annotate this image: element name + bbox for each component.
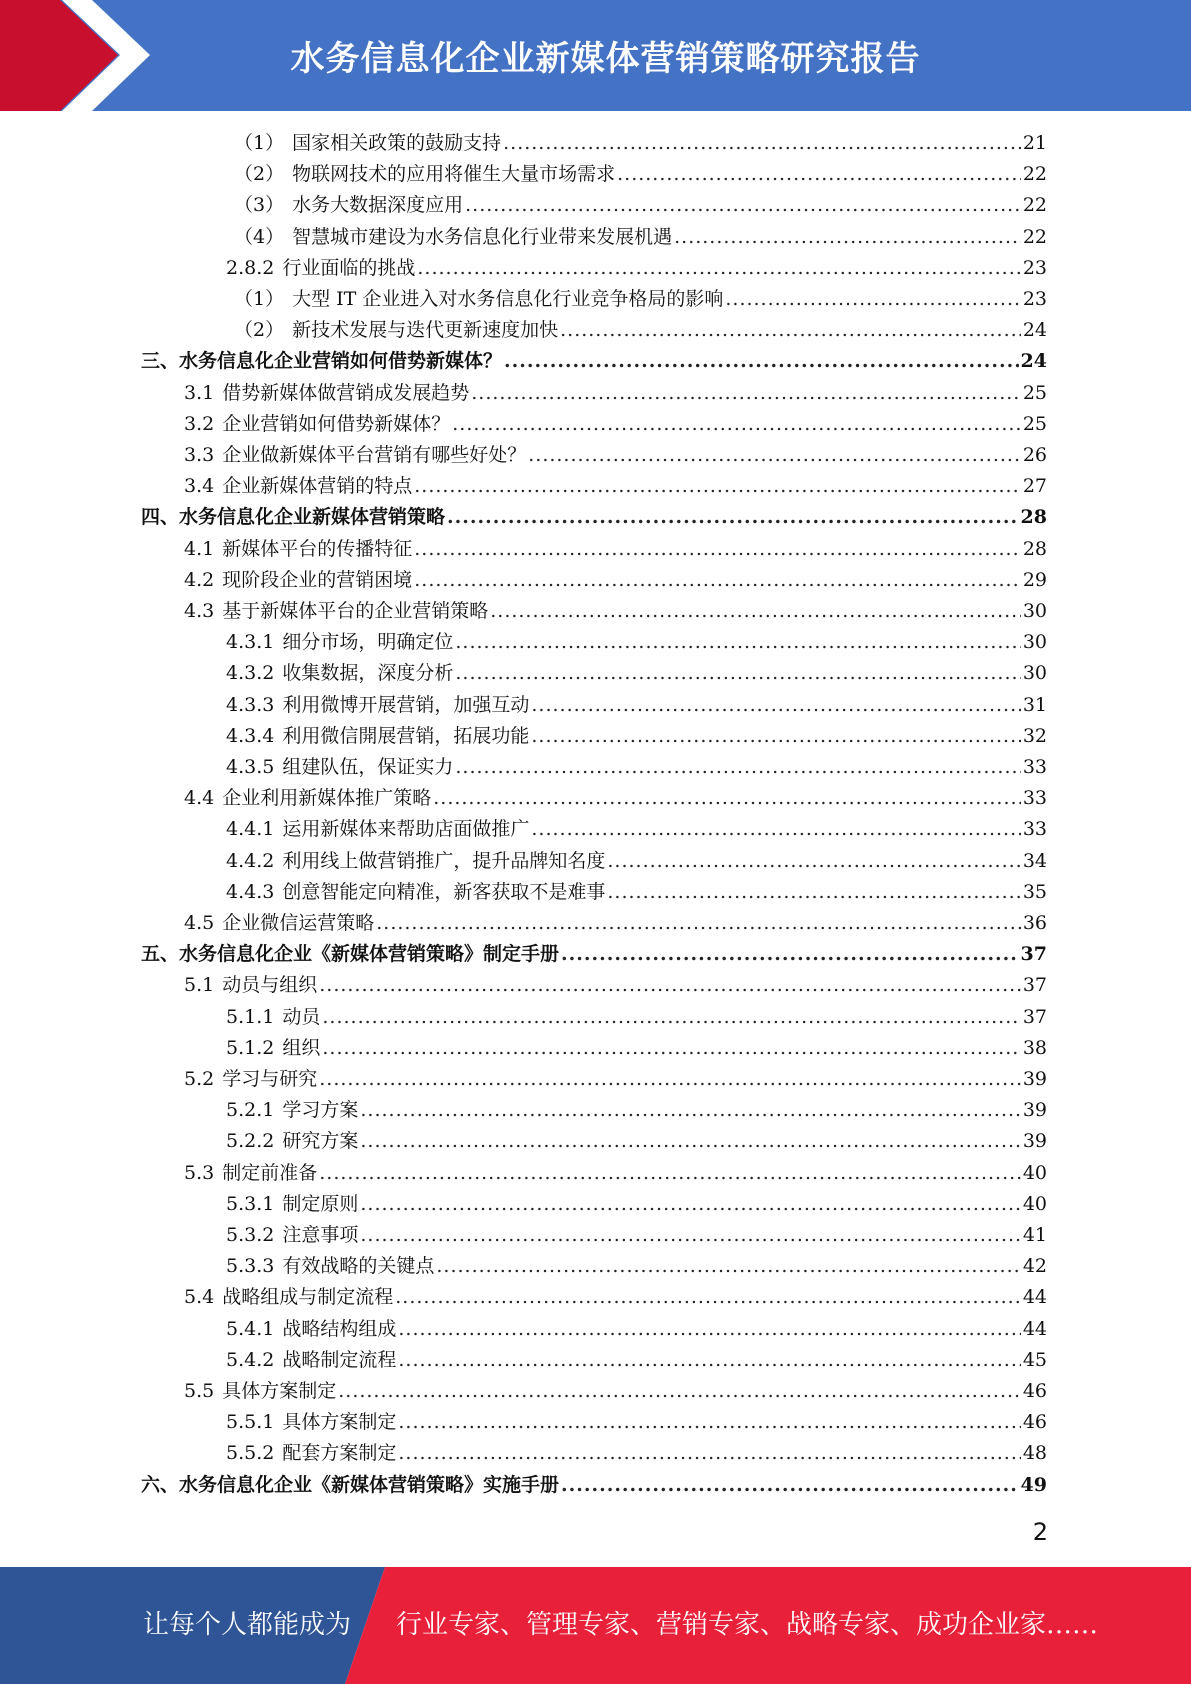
toc-entry-title: 创意智能定向精准，新客获取不是难事	[282, 880, 606, 903]
toc-entry-title: 收集数据，深度分析	[282, 662, 454, 685]
toc-leader-dots	[452, 409, 1021, 440]
toc-entry-title: 学习与研究	[222, 1068, 318, 1090]
toc-entry-page: 24	[1020, 350, 1047, 373]
toc-entry[interactable]	[234, 190, 1047, 221]
toc-entry-page: 41	[1022, 1224, 1047, 1246]
toc-entry-title: 利用线上做营销推广，提升品牌知名度	[282, 849, 606, 872]
toc-leader-dots	[560, 315, 1021, 346]
toc-leader-dots	[360, 1095, 1020, 1126]
toc-leader-dots	[338, 1376, 1021, 1407]
toc-entry-page: 44	[1022, 1286, 1047, 1309]
toc-entry-page: 28	[1022, 537, 1047, 560]
toc-entry-title: 动员	[282, 1005, 321, 1028]
toc-entry-title: 组建队伍，保证实力	[282, 756, 454, 778]
toc-leader-dots	[319, 1064, 1021, 1095]
toc-leader-dots	[398, 1314, 1020, 1345]
toc-entry-number: 3.3	[184, 444, 215, 466]
toc-entry-title: 物联网技术的应用将催生大量市场需求	[292, 163, 616, 186]
toc-entry-number: 3.1	[184, 381, 215, 404]
toc-entry[interactable]	[226, 1438, 1047, 1469]
toc-entry-number: （1）	[234, 132, 285, 154]
toc-entry-title: 配套方案制定	[282, 1442, 397, 1465]
toc-entry-title: 制定前准备	[222, 1161, 318, 1184]
toc-leader-dots	[531, 690, 1020, 721]
toc-entry-page: 21	[1022, 132, 1047, 154]
toc-entry-page: 26	[1022, 444, 1047, 466]
toc-entry-page: 22	[1022, 163, 1047, 186]
toc-entry[interactable]	[184, 409, 1047, 440]
toc-entry[interactable]	[184, 596, 1047, 627]
toc-entry-number: 5.2	[184, 1068, 215, 1090]
toc-leader-dots	[531, 814, 1020, 845]
toc-entry[interactable]	[226, 721, 1047, 752]
toc-entry[interactable]	[184, 908, 1047, 939]
toc-leader-dots	[504, 346, 1019, 377]
toc-entry-page: 34	[1022, 849, 1047, 872]
toc-entry-title: 企业新媒体营销的特点	[222, 475, 413, 498]
toc-entry-number: 3.4	[184, 475, 215, 498]
toc-entry-title: 借势新媒体做营销成发展趋势	[222, 381, 470, 404]
toc-entry-number: 4.4	[184, 787, 215, 810]
toc-entry-page: 30	[1022, 600, 1047, 622]
toc-entry-number: 5.3	[184, 1161, 215, 1184]
toc-entry[interactable]	[184, 440, 1047, 471]
toc-entry-title: 行业面临的挑战	[282, 256, 416, 279]
toc-entry-title: 学习方案	[282, 1099, 359, 1122]
toc-entry-title: 大型 IT 企业进入对水务信息化行业竞争格局的影响	[292, 288, 724, 310]
toc-entry-title: 现阶段企业的营销困境	[222, 568, 413, 591]
toc-entry-page: 30	[1022, 662, 1047, 685]
toc-leader-dots	[414, 471, 1021, 502]
toc-entry[interactable]	[184, 378, 1047, 409]
toc-entry[interactable]	[226, 1251, 1047, 1282]
toc-entry-title: 注意事项	[282, 1224, 359, 1246]
toc-entry-page: 29	[1022, 568, 1047, 591]
toc-entry-number: 5.5	[184, 1380, 215, 1402]
toc-entry[interactable]	[184, 1064, 1047, 1095]
toc-entry-page: 24	[1022, 319, 1047, 342]
toc-entry-title: 水务大数据深度应用	[292, 194, 464, 217]
toc-leader-dots	[436, 1251, 1020, 1282]
toc-entry-number: 4.2	[184, 568, 215, 591]
toc-entry-title: 企业微信运营策略	[222, 912, 375, 934]
toc-entry-title: 有效战略的关键点	[282, 1255, 435, 1278]
toc-entry[interactable]	[226, 877, 1047, 908]
toc-entry-number: 5.5.1	[226, 1411, 275, 1434]
toc-entry[interactable]	[141, 346, 1047, 377]
page-number: 2	[1032, 1518, 1048, 1546]
toc-leader-dots	[360, 1189, 1020, 1220]
toc-entry-page: 23	[1022, 288, 1047, 310]
toc-entry-number: 5.4.2	[226, 1348, 275, 1371]
toc-entry[interactable]	[184, 565, 1047, 596]
toc-entry[interactable]	[226, 752, 1047, 783]
toc-leader-dots	[417, 253, 1020, 284]
toc-entry-number: 3.2	[184, 412, 215, 435]
toc-entry-title: 企业营销如何借势新媒体？	[222, 412, 451, 435]
toc-entry[interactable]	[226, 846, 1047, 877]
toc-entry-number: 5.1.1	[226, 1005, 275, 1028]
toc-entry[interactable]	[226, 1095, 1047, 1126]
toc-entry-title: 战略制定流程	[282, 1348, 397, 1371]
toc-entry-page: 36	[1022, 912, 1047, 934]
toc-entry[interactable]	[226, 1314, 1047, 1345]
toc-entry-title: 企业做新媒体平台营销有哪些好处？	[222, 444, 527, 466]
toc-entry[interactable]	[141, 502, 1047, 533]
toc-entry-title: 新媒体平台的传播特征	[222, 537, 413, 560]
toc-entry-page: 37	[1020, 943, 1047, 966]
toc-entry-title: 具体方案制定	[282, 1411, 397, 1434]
toc-entry-number: 5.1	[184, 974, 215, 997]
toc-entry-title: 利用微博开展营销，加强互动	[282, 693, 530, 716]
toc-entry-number: 4.4.1	[226, 818, 275, 841]
toc-entry-title: 制定原则	[282, 1192, 359, 1215]
toc-entry-number: （2）	[234, 163, 285, 186]
toc-entry-title: 组织	[282, 1036, 321, 1059]
toc-entry[interactable]	[226, 253, 1047, 284]
toc-leader-dots	[455, 752, 1020, 783]
toc-entry-number: 5.1.2	[226, 1036, 275, 1059]
toc-entry[interactable]	[184, 1282, 1047, 1313]
toc-entry[interactable]	[184, 783, 1047, 814]
toc-entry-title: 运用新媒体来帮助店面做推广	[282, 818, 530, 841]
toc-entry[interactable]	[184, 970, 1047, 1001]
toc-entry-number: 5.4	[184, 1286, 215, 1309]
toc-leader-dots	[322, 1002, 1020, 1033]
footer-slogan-right: 行业专家、管理专家、营销专家、战略专家、成功企业家……	[396, 1610, 1099, 1640]
toc-entry-page: 39	[1022, 1130, 1047, 1153]
header-banner	[0, 0, 1191, 111]
toc-entry-number: 2.8.2	[226, 256, 275, 279]
toc-entry-title: 基于新媒体平台的企业营销策略	[222, 600, 489, 622]
toc-entry-title: 企业利用新媒体推广策略	[222, 787, 432, 810]
toc-entry-title: 战略结构组成	[282, 1317, 397, 1340]
toc-entry[interactable]	[234, 159, 1047, 190]
toc-entry-number: （2）	[234, 319, 285, 342]
footer-slogan-left: 让每个人都能成为	[143, 1610, 352, 1640]
toc-entry-title: 研究方案	[282, 1130, 359, 1153]
toc-entry-title: 国家相关政策的鼓励支持	[292, 132, 502, 154]
toc-entry[interactable]	[234, 315, 1047, 346]
toc-entry-number: （4）	[234, 225, 285, 248]
toc-entry-page: 39	[1022, 1099, 1047, 1122]
toc-leader-dots	[465, 190, 1021, 221]
toc-leader-dots	[674, 222, 1021, 253]
toc-entry[interactable]	[226, 1002, 1047, 1033]
toc-leader-dots	[395, 1282, 1021, 1313]
toc-leader-dots	[398, 1438, 1020, 1469]
toc-entry[interactable]	[184, 534, 1047, 565]
toc-entry-page: 42	[1022, 1255, 1047, 1278]
footer-banner	[0, 1567, 1191, 1684]
toc-leader-dots	[503, 128, 1021, 159]
toc-entry-title: 五、水务信息化企业《新媒体营销策略》制定手册	[141, 943, 560, 966]
toc-entry-page: 28	[1020, 506, 1047, 529]
toc-entry[interactable]	[141, 939, 1047, 970]
toc-entry[interactable]	[234, 284, 1047, 315]
toc-entry-page: 37	[1022, 1005, 1047, 1028]
toc-entry-page: 33	[1022, 787, 1047, 810]
toc-entry-title: 具体方案制定	[222, 1380, 337, 1402]
toc-leader-dots	[322, 1033, 1020, 1064]
toc-leader-dots	[455, 627, 1020, 658]
toc-entry[interactable]	[226, 1189, 1047, 1220]
toc-entry[interactable]	[226, 1220, 1047, 1251]
toc-entry[interactable]	[226, 1345, 1047, 1376]
toc-entry[interactable]	[226, 627, 1047, 658]
toc-entry[interactable]	[226, 658, 1047, 689]
toc-entry-page: 48	[1022, 1442, 1047, 1465]
toc-entry-page: 37	[1022, 974, 1047, 997]
toc-entry-number: （1）	[234, 288, 285, 310]
toc-entry-page: 23	[1022, 256, 1047, 279]
toc-entry-number: 4.3.3	[226, 693, 275, 716]
toc-entry-title: 利用微信開展营销，拓展功能	[282, 724, 530, 747]
toc-leader-dots	[561, 939, 1019, 970]
toc-entry[interactable]	[234, 128, 1047, 159]
toc-leader-dots	[398, 1345, 1020, 1376]
toc-entry-number: 4.3.2	[226, 662, 275, 685]
toc-entry-title: 战略组成与制定流程	[222, 1286, 394, 1309]
toc-entry[interactable]	[184, 471, 1047, 502]
toc-entry-page: 22	[1022, 194, 1047, 217]
toc-entry-number: 4.4.2	[226, 849, 275, 872]
toc-entry[interactable]	[184, 1158, 1047, 1189]
toc-entry-page: 33	[1022, 818, 1047, 841]
toc-entry-number: 4.5	[184, 912, 215, 934]
toc-leader-dots	[471, 378, 1021, 409]
toc-entry-page: 46	[1022, 1380, 1047, 1402]
toc-leader-dots	[360, 1126, 1020, 1157]
toc-entry-title: 细分市场，明确定位	[282, 631, 454, 654]
toc-entry-number: 4.3	[184, 600, 215, 622]
toc-entry-page: 33	[1022, 756, 1047, 778]
toc-entry-page: 38	[1022, 1036, 1047, 1059]
toc-leader-dots	[376, 908, 1021, 939]
toc-entry-title: 六、水务信息化企业《新媒体营销策略》实施手册	[141, 1473, 560, 1496]
toc-entry-page: 40	[1022, 1161, 1047, 1184]
toc-entry-page: 25	[1022, 381, 1047, 404]
toc-entry-page: 27	[1022, 475, 1047, 498]
toc-entry-number: 4.4.3	[226, 880, 275, 903]
toc-entry-number: 5.3.2	[226, 1224, 275, 1246]
toc-entry-number: 5.2.2	[226, 1130, 275, 1153]
toc-entry-page: 40	[1022, 1192, 1047, 1215]
toc-entry[interactable]	[234, 222, 1047, 253]
toc-leader-dots	[319, 1158, 1021, 1189]
toc-leader-dots	[319, 970, 1021, 1001]
toc-entry-page: 32	[1022, 724, 1047, 747]
toc-entry-title: 智慧城市建设为水务信息化行业带来发展机遇	[292, 225, 673, 248]
toc-entry-title: 三、水务信息化企业营销如何借势新媒体？	[141, 350, 503, 373]
toc-leader-dots	[531, 721, 1020, 752]
toc-leader-dots	[617, 159, 1021, 190]
toc-entry-page: 35	[1022, 880, 1047, 903]
toc-entry-number: 4.3.4	[226, 724, 275, 747]
toc-entry[interactable]	[184, 1376, 1047, 1407]
toc-entry-number: 5.2.1	[226, 1099, 275, 1122]
toc-leader-dots	[433, 783, 1021, 814]
toc-leader-dots	[398, 1407, 1020, 1438]
toc-entry[interactable]	[226, 1033, 1047, 1064]
toc-entry-number: 4.3.1	[226, 631, 275, 654]
toc-entry-title: 四、水务信息化企业新媒体营销策略	[141, 506, 446, 529]
toc-leader-dots	[607, 877, 1020, 908]
toc-entry-number: 5.4.1	[226, 1317, 275, 1340]
toc-leader-dots	[447, 502, 1019, 533]
toc-entry-number: 5.5.2	[226, 1442, 275, 1465]
toc-entry[interactable]	[226, 1407, 1047, 1438]
toc-entry-page: 30	[1022, 631, 1047, 654]
toc-entry[interactable]	[141, 1470, 1047, 1501]
toc-entry-page: 22	[1022, 225, 1047, 248]
toc-entry-number: （3）	[234, 194, 285, 217]
toc-entry-page: 46	[1022, 1411, 1047, 1434]
toc-entry-page: 45	[1022, 1348, 1047, 1371]
toc-leader-dots	[725, 284, 1020, 315]
toc-leader-dots	[414, 565, 1021, 596]
toc-leader-dots	[490, 596, 1021, 627]
toc-leader-dots	[455, 658, 1020, 689]
toc-entry-page: 49	[1020, 1473, 1047, 1496]
toc-entry-number: 5.3.1	[226, 1192, 275, 1215]
toc-entry[interactable]	[226, 814, 1047, 845]
toc-entry[interactable]	[226, 1126, 1047, 1157]
toc-leader-dots	[607, 846, 1020, 877]
toc-entry-page: 31	[1022, 693, 1047, 716]
report-title: 水务信息化企业新媒体营销策略研究报告	[290, 39, 921, 79]
toc-entry-number: 4.1	[184, 537, 215, 560]
toc-leader-dots	[561, 1470, 1019, 1501]
toc-leader-dots	[414, 534, 1021, 565]
toc-entry-title: 新技术发展与迭代更新速度加快	[292, 319, 559, 342]
toc-entry-number: 5.3.3	[226, 1255, 275, 1278]
toc-leader-dots	[360, 1220, 1020, 1251]
toc-leader-dots	[528, 440, 1021, 471]
toc-entry-page: 44	[1022, 1317, 1047, 1340]
toc-entry-page: 25	[1022, 412, 1047, 435]
toc-entry[interactable]	[226, 690, 1047, 721]
toc-entry-title: 动员与组织	[222, 974, 318, 997]
toc-entry-page: 39	[1022, 1068, 1047, 1090]
toc-entry-number: 4.3.5	[226, 756, 275, 778]
